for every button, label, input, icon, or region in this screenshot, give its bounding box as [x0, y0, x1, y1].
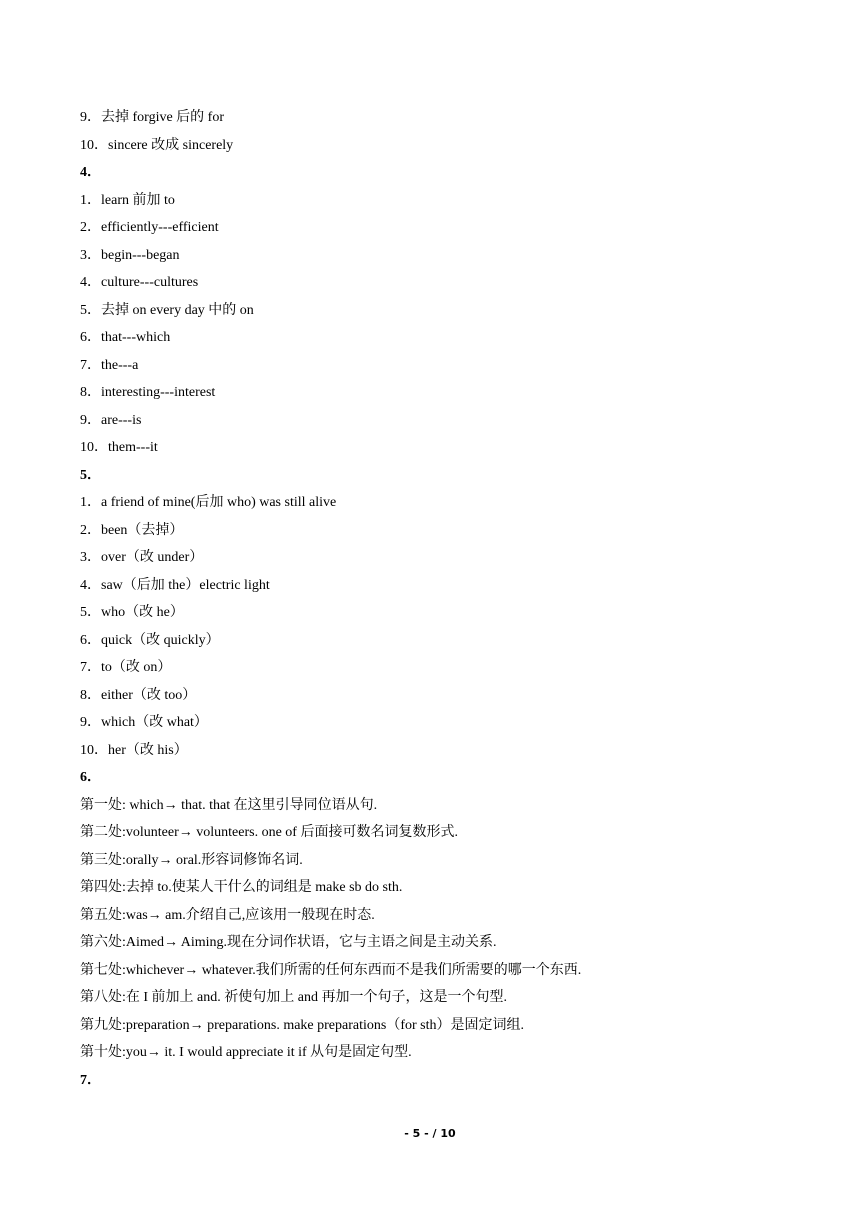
answer-line: 第四处:去掉 to.使某人干什么的词组是 make sb do sth.	[80, 880, 403, 895]
answer-line: 9．are---is	[80, 412, 142, 428]
answer-line: 2．been（去掉）	[80, 522, 184, 538]
answer-line: 10．them---it	[80, 440, 158, 455]
answer-content	[80, 107, 780, 1097]
answer-line: 4．saw（后加 the）electric light	[80, 577, 270, 593]
answer-line: 第五处:was→ am.介绍自己,应该用一般现在时态.	[80, 907, 375, 923]
answer-line: 第十处:you→ it. I would appreciate it if 从句是固定句型.	[80, 1045, 412, 1060]
answer-line: 10．sincere 改成 sincerely	[80, 137, 234, 153]
answer-line: 第三处:orally→ oral.形容词修饰名词.	[80, 852, 303, 868]
section-heading: 4．	[80, 165, 101, 180]
answer-line: 5．who（改 he）	[80, 605, 184, 620]
answer-line: 1．a friend of mine(后加 who) was still alive	[80, 495, 337, 510]
section-heading: 5．	[80, 467, 101, 483]
answer-line: 1．learn 前加 to	[80, 192, 175, 208]
answer-line: 3．begin---began	[80, 247, 180, 263]
answer-line: 9．去掉 forgive 后的 for	[80, 110, 224, 125]
answer-line: 9．which（改 what）	[80, 715, 208, 730]
section-heading: 7．	[80, 1072, 101, 1088]
answer-line: 4．culture---cultures	[80, 275, 199, 290]
answer-line: 第七处:whichever→ whatever.我们所需的任何东西而不是我们所需要的哪一个东西.	[80, 962, 582, 978]
answer-line: 3．over（改 under）	[80, 550, 204, 565]
answer-line: 6．that---which	[80, 330, 171, 345]
answer-line: 第九处:preparation→ preparations. make preparations（for sth）是固定词组.	[80, 1017, 525, 1033]
answer-line: 第八处:在 I 前加上 and. 祈使句加上 and 再加一个句子，这是一个句型.	[80, 990, 507, 1005]
page-number: - 5 - / 10	[404, 1127, 456, 1140]
answer-line: 7．to（改 on）	[80, 660, 172, 675]
answer-line: 10．her（改 his）	[80, 742, 188, 758]
answer-line: 5．去掉 on every day 中的 on	[80, 302, 254, 318]
answer-line: 2．efficiently---efficient	[80, 220, 219, 235]
answer-line: 第一处: which→ that. that 在这里引导同位语从句.	[80, 797, 378, 813]
answer-line: 第二处:volunteer→ volunteers. one of 后面接可数名词复数形式.	[80, 825, 458, 840]
answer-line: 8．interesting---interest	[80, 385, 216, 400]
answer-line: 第六处:Aimed→ Aiming.现在分词作状语，它与主语之间是主动关系.	[80, 935, 497, 950]
answer-line: 6．quick（改 quickly）	[80, 632, 220, 648]
section-heading: 6．	[80, 770, 101, 785]
answer-line: 8．either（改 too）	[80, 687, 197, 703]
answer-line: 7．the---a	[80, 357, 139, 373]
